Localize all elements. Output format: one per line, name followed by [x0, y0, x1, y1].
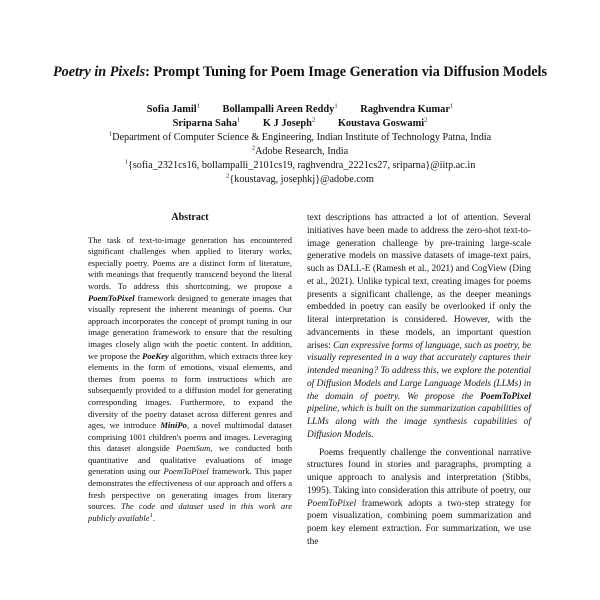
abstract-column [88, 212, 292, 524]
email-line: $^1${sofia_2321cs16, bollampalli_2101cs19, raghvendra_2221cs27, sriparna}@iitp.ac.in [124, 158, 476, 171]
title-lead: Poetry in Pixels [52, 64, 146, 80]
affiliation: $^1$Department of Computer Science & Engineering, Indian Institute of Technology Patna, India [108, 130, 492, 143]
author: Sriparna Saha$^1$ [172, 116, 241, 129]
author: Raghvendra Kumar$^1$ [360, 102, 454, 115]
abstract-heading: Abstract [171, 212, 209, 223]
affiliation: $^2$Adobe Research, India [251, 144, 349, 157]
footnote-marker[interactable]: 1 [149, 512, 153, 519]
author-row-1 [30, 103, 570, 117]
author: K J Joseph$^2$ [262, 116, 316, 129]
paper-title [40, 64, 560, 81]
body-paragraph: Poems frequently challenge the conventional narrative structures found in stories and paragraphs, prompting a unique approach to analysis and interpretation (Stibbs, 1995). Taking into consideration this attribute of poetry, our PoemToPixel framework adopts a two-step strategy for poem visualization, combining poem summarization and poem key element extraction. For summarization, we use the [307, 447, 531, 547]
author: Koustava Goswami$^2$ [337, 116, 428, 129]
author: Bollampalli Areen Reddy$^1$ [222, 102, 338, 115]
intro-column [307, 212, 531, 549]
abstract-text: The task of text-to-image generation has encountered significant challenges when applied to literary works, especially poetry. Poems are a distinct form of literature, with meanings that frequently transcend beyond the literal words. To address this shortcoming, we propose a PoemToPixel framework designed to generate images that visually represent the inherent meanings of poems. Our approach incorporates the concept of prompt tuning in our image generation framework to ensure that the resulting images closely align with the poetic content. In addition, we propose the PoeKey algorithm, which extracts three key elements in the form of emotions, visual elements, and themes from poems to form instructions which are subsequently provided to a diffusion model for generating corresponding images. Furthermore, to expand the diversity of the poetry dataset across different genres and ages, we introduce MiniPo, a novel multimodal dataset comprising 1001 children's poems and images. Leveraging this dataset alongside PoemSum, we conducted both quantitative and qualitative evaluations of image generation using our PoemToPixel framework. This paper demonstrates the effectiveness of our approach and offers a fresh perspective on generating images from literary sources. The code and dataset used in this work are publicly available$^1$. [88, 234, 292, 523]
author-block [30, 103, 570, 187]
author-row-2 [30, 117, 570, 131]
email-line: $^2${koustavag, josephkj}@adobe.com [226, 172, 374, 185]
title-rest: : Prompt Tuning for Poem Image Generation via Diffusion Models [145, 64, 548, 80]
body-paragraph: text descriptions has attracted a lot of attention. Several initiatives have been made to address the zero-shot text-to-image generation challenge by pre-training large-scale generative models on massive datasets of image-text pairs, such as DALL-E (Ramesh et al., 2021) and CogView (Ding et al., 2021). Unlike typical text, creating images for poems presents a significant challenge, as the deeper meanings embedded in poetry can easily be overlooked if only the literal interpretation is considered. However, with the advancements in these models, an important question arises: Can expressive forms of language, such as poetry, be visually represented in a way that accurately captures their intended meaning? To address this, we explore the potential of Diffusion Models and Large Language Models (LLMs) in the domain of poetry. We propose the PoemToPixel pipeline, which is built on the summarization capabilities of LLMs along with the image synthesis capabilities of Diffusion Models. [307, 213, 532, 440]
author: Sofia Jamil$^1$ [146, 102, 200, 115]
